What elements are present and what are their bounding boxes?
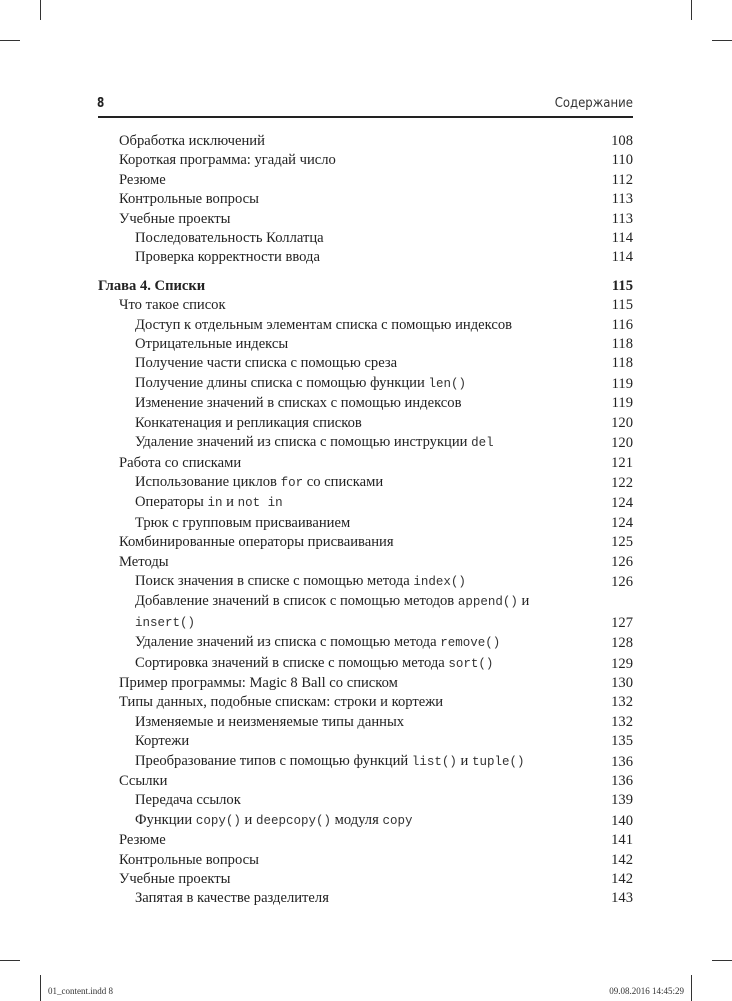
toc-page-number: 114 — [611, 249, 633, 266]
text-fragment: Резюме — [119, 171, 166, 188]
toc-entry — [98, 772, 633, 791]
toc-entry — [98, 693, 633, 712]
toc-entry-title — [98, 296, 633, 315]
crop-mark — [0, 960, 20, 961]
toc-page-number: 122 — [611, 474, 633, 491]
toc-entry-title — [98, 229, 633, 248]
toc-page-number: 115 — [611, 277, 633, 294]
toc-page-number: 135 — [611, 733, 633, 750]
crop-mark — [712, 40, 732, 41]
text-fragment: Преобразование типов с помощью функций — [135, 752, 412, 769]
toc-entry-title — [98, 752, 633, 772]
code-fragment: append() — [457, 595, 518, 610]
toc-entry — [98, 572, 633, 592]
toc-page-number: 120 — [611, 414, 633, 431]
toc-entry-title — [98, 394, 633, 413]
toc-page-number: 132 — [611, 713, 633, 730]
code-fragment: del — [471, 436, 494, 451]
toc-entry-title — [98, 514, 633, 533]
page-number: 8 — [97, 96, 105, 111]
toc-entry-title — [98, 791, 633, 810]
toc-entry-title — [98, 190, 633, 209]
toc-page-number: 119 — [611, 395, 633, 412]
toc-page-number: 121 — [611, 454, 633, 471]
text-fragment: Доступ к отдельным элементам списка с помощью индексов — [135, 316, 513, 333]
toc-entry — [98, 171, 633, 190]
toc-entry — [98, 870, 633, 889]
code-fragment: for — [280, 475, 304, 490]
toc-entry — [98, 553, 633, 572]
toc-page-number: 125 — [611, 534, 633, 551]
code-fragment: list() — [411, 754, 457, 769]
toc-entry-title — [98, 732, 633, 751]
crop-mark — [0, 40, 20, 41]
toc-page-number: 126 — [611, 573, 633, 590]
text-fragment: Работа со списками — [119, 454, 242, 471]
text-fragment: Методы — [119, 553, 169, 570]
text-fragment: Контрольные вопросы — [119, 191, 259, 208]
code-fragment: len() — [428, 376, 466, 391]
toc-entry — [98, 473, 633, 493]
toc-page-number: 126 — [611, 553, 633, 570]
toc-entry-title — [98, 454, 633, 473]
text-fragment: Глава 4. Списки — [98, 277, 206, 294]
toc-entry — [98, 354, 633, 373]
toc-entry — [98, 791, 633, 810]
toc-entry-title — [98, 889, 633, 908]
toc-page-number: 118 — [611, 336, 633, 353]
toc-page-number: 113 — [611, 191, 633, 208]
crop-mark — [40, 975, 41, 1001]
toc-page-number: 115 — [611, 297, 633, 314]
toc-entry-title — [98, 553, 633, 572]
toc-page-number: 114 — [611, 230, 633, 247]
toc-page-number: 142 — [611, 871, 633, 888]
toc-entry — [98, 831, 633, 850]
text-fragment: и — [240, 811, 256, 828]
text-fragment: Функции — [135, 811, 196, 828]
toc-page-number: 108 — [611, 133, 633, 149]
toc-entry-title — [98, 713, 633, 732]
text-fragment: Обработка исключений — [119, 133, 265, 149]
toc-page-number: 129 — [611, 655, 633, 672]
toc-entry-title — [98, 316, 633, 335]
text-fragment: Ссылки — [119, 773, 168, 789]
crop-mark — [712, 960, 732, 961]
toc-page-number: 140 — [611, 812, 633, 829]
toc-entry — [98, 414, 633, 433]
text-fragment: Проверка корректности ввода — [135, 249, 320, 266]
toc-page-number: 120 — [611, 435, 633, 452]
toc-entry — [98, 514, 633, 533]
crop-mark — [40, 0, 41, 20]
toc-page-number: 118 — [611, 355, 633, 372]
text-fragment: Учебные проекты — [119, 871, 231, 888]
text-fragment: Отрицательные индексы — [135, 336, 289, 353]
toc-page-number: 112 — [611, 171, 633, 188]
toc-entry — [98, 674, 633, 693]
header-rule — [98, 116, 633, 118]
toc-entry — [98, 533, 633, 552]
toc-entry — [98, 633, 633, 653]
text-fragment: Что такое список — [119, 297, 226, 314]
toc-entry-title — [98, 132, 633, 151]
toc-entry — [98, 851, 633, 870]
crop-mark — [691, 0, 692, 20]
toc-entry — [98, 454, 633, 473]
text-fragment: Пример программы: Magic 8 Ball со списком — [119, 674, 398, 691]
text-fragment: Операторы — [135, 494, 208, 511]
text-fragment: и — [517, 593, 530, 610]
code-fragment: index() — [413, 574, 466, 589]
text-fragment: Кортежи — [135, 733, 190, 750]
toc-entry-title — [98, 493, 633, 513]
toc-entry-title — [98, 654, 633, 674]
footer-timestamp: 09.08.2016 14:45:29 — [609, 986, 684, 996]
toc-page-number: 127 — [611, 614, 633, 631]
toc-page-number: 130 — [611, 674, 633, 691]
toc-entry-title — [98, 811, 633, 831]
toc-entry-title — [98, 433, 633, 453]
toc-page-number: 124 — [611, 514, 633, 531]
toc-entry — [98, 374, 633, 394]
text-fragment: Учебные проекты — [119, 210, 231, 227]
code-fragment: copy — [382, 813, 413, 828]
toc-page-number: 128 — [611, 635, 633, 652]
text-fragment: Передача ссылок — [135, 792, 241, 809]
text-fragment: Изменение значений в списках с помощью индексов — [135, 395, 462, 412]
toc-entry-title — [98, 374, 633, 394]
toc-entry-title — [98, 151, 633, 170]
toc-page-number: 142 — [611, 851, 633, 868]
toc-entry-title — [98, 414, 633, 433]
toc-page-number: 141 — [611, 832, 633, 849]
code-fragment: tuple() — [471, 754, 525, 769]
toc-entry — [98, 752, 633, 772]
toc-entry-title — [98, 473, 633, 493]
toc-entry-title — [98, 592, 633, 633]
text-fragment: Трюк с групповым присваиванием — [135, 514, 351, 531]
toc-page-number: 136 — [611, 753, 633, 770]
toc-entry-title — [98, 171, 633, 190]
toc-entry-title — [98, 693, 633, 712]
toc-entry — [98, 654, 633, 674]
running-header-title: Содержание — [554, 96, 633, 111]
toc-chapter-entry — [98, 277, 633, 296]
code-fragment: sort() — [448, 656, 494, 671]
text-fragment: Изменяемые и неизменяемые типы данных — [135, 713, 405, 730]
text-fragment: Контрольные вопросы — [119, 851, 259, 868]
toc-entry — [98, 229, 633, 248]
toc-entry-title — [98, 772, 633, 791]
toc-entry — [98, 316, 633, 335]
toc-entry-title — [98, 572, 633, 592]
crop-mark — [691, 975, 692, 1001]
toc-entry — [98, 296, 633, 315]
toc-page-number: 139 — [611, 792, 633, 809]
toc-entry — [98, 889, 633, 908]
text-fragment: Сортировка значений в списке с помощью метода — [135, 654, 449, 671]
toc-page-number: 143 — [611, 890, 633, 907]
toc-entry-title — [98, 633, 633, 653]
toc-page-number: 132 — [611, 694, 633, 711]
toc-entry-title — [98, 354, 633, 373]
toc-entry — [98, 811, 633, 831]
text-fragment: Резюме — [119, 832, 166, 849]
toc-entry-title — [98, 277, 633, 296]
toc-entry — [98, 493, 633, 513]
code-fragment: deepcopy() — [255, 813, 331, 828]
text-fragment: Комбинированные операторы присваивания — [119, 534, 394, 551]
toc-entry — [98, 335, 633, 354]
toc-page-number: 136 — [611, 773, 633, 789]
toc-entry — [98, 713, 633, 732]
toc-entry — [98, 394, 633, 413]
code-fragment: in — [207, 496, 223, 511]
text-fragment: Получение части списка с помощью среза — [135, 355, 398, 372]
toc-entry-title — [98, 851, 633, 870]
toc-entry — [98, 248, 633, 267]
text-fragment: Типы данных, подобные спискам: строки и кортежи — [119, 694, 444, 711]
toc-entry-title — [98, 335, 633, 354]
table-of-contents — [98, 132, 633, 909]
toc-page-number: 119 — [611, 375, 633, 392]
text-fragment: модуля — [330, 811, 383, 828]
toc-entry — [98, 151, 633, 170]
text-fragment: Последовательность Коллатца — [135, 230, 324, 247]
text-fragment: Удаление значений из списка с помощью инструкции — [135, 434, 472, 451]
code-fragment: insert() — [135, 615, 196, 630]
text-fragment: Запятая в качестве разделителя — [135, 890, 329, 907]
text-fragment: Поиск значения в списке с помощью метода — [135, 572, 414, 589]
toc-entry — [98, 732, 633, 751]
toc-entry — [98, 190, 633, 209]
toc-entry-title — [98, 533, 633, 552]
text-fragment: и — [456, 752, 472, 769]
toc-page-number: 116 — [611, 316, 633, 333]
toc-entry-title — [98, 248, 633, 267]
toc-entry — [98, 592, 633, 633]
text-fragment: Короткая программа: угадай число — [119, 152, 336, 169]
text-fragment: Получение длины списка с помощью функции — [135, 374, 429, 391]
text-fragment: Использование циклов — [135, 473, 281, 490]
text-fragment: со списками — [303, 473, 384, 490]
toc-entry-title — [98, 210, 633, 229]
toc-entry — [98, 132, 633, 151]
toc-entry-title — [98, 831, 633, 850]
code-fragment: not in — [237, 496, 283, 511]
text-fragment: и — [222, 494, 238, 511]
toc-page-number: 113 — [611, 210, 633, 227]
text-fragment: Удаление значений из списка с помощью метода — [135, 634, 441, 651]
code-fragment: remove() — [440, 636, 501, 651]
toc-entry — [98, 210, 633, 229]
toc-page-number: 124 — [611, 495, 633, 512]
toc-entry-title — [98, 674, 633, 693]
text-fragment: Добавление значений в список с помощью методов — [135, 593, 458, 610]
toc-entry — [98, 433, 633, 453]
code-fragment: copy() — [195, 813, 241, 828]
text-fragment: Конкатенация и репликация списков — [135, 414, 362, 431]
toc-entry-title — [98, 870, 633, 889]
toc-page-number: 110 — [611, 152, 633, 169]
footer-file-label: 01_content.indd 8 — [48, 986, 113, 996]
